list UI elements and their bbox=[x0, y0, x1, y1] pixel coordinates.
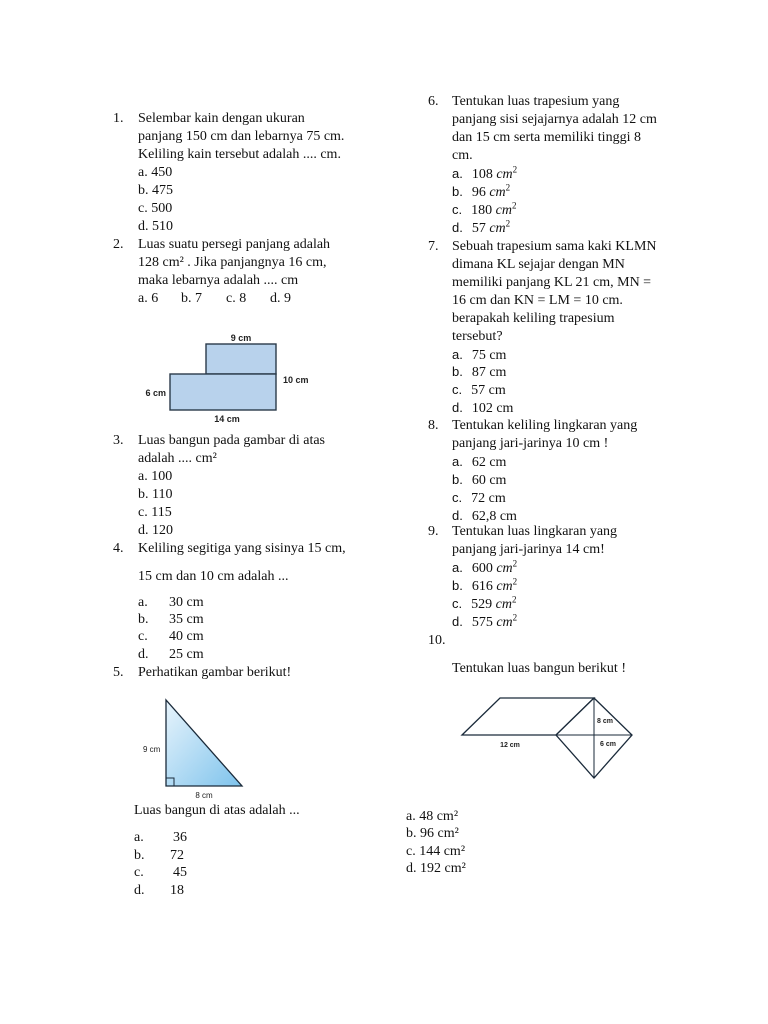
option-letter: d. bbox=[452, 614, 463, 629]
option-d-letter: d. bbox=[134, 883, 145, 898]
question-text: Luas bangun di atas adalah ... bbox=[134, 803, 300, 818]
option-a[interactable]: 36 bbox=[173, 830, 187, 845]
option-letter: a. bbox=[452, 166, 463, 181]
option-a[interactable] bbox=[452, 453, 506, 472]
question-text: tersebut? bbox=[452, 329, 503, 344]
option-b[interactable]: 35 cm bbox=[169, 612, 204, 627]
question-text: cm. bbox=[452, 148, 473, 163]
option-value: 60 cm bbox=[471, 473, 507, 488]
option-unit: cm bbox=[496, 579, 513, 594]
option-value: 600 bbox=[471, 561, 493, 576]
question-text: Selembar kain dengan ukuran bbox=[138, 111, 305, 126]
option-value: 87 cm bbox=[471, 365, 507, 380]
option-a[interactable]: a. 6 bbox=[138, 291, 159, 306]
question-text: Tentukan keliling lingkaran yang bbox=[452, 418, 638, 433]
question-text: Perhatikan gambar berikut! bbox=[138, 665, 292, 680]
option-c[interactable]: c. 115 bbox=[138, 505, 172, 520]
option-b-letter: b. bbox=[134, 848, 145, 863]
question-text: Sebuah trapesium sama kaki KLMN bbox=[452, 239, 657, 254]
question-text: 15 cm dan 10 cm adalah ... bbox=[138, 569, 289, 584]
question-number: 9. bbox=[428, 524, 439, 539]
option-d-letter: d. bbox=[138, 647, 149, 662]
option-value: 57 cm bbox=[471, 383, 506, 398]
option-a-letter: a. bbox=[134, 830, 144, 845]
option-value: 616 bbox=[471, 579, 493, 594]
label-right: 10 cm bbox=[283, 375, 309, 385]
option-b[interactable] bbox=[452, 363, 506, 382]
option-exponent: 2 bbox=[512, 164, 518, 175]
question-text: dan 15 cm serta memiliki tinggi 8 bbox=[452, 130, 641, 145]
option-letter: b. bbox=[452, 472, 463, 487]
option-c[interactable] bbox=[452, 489, 506, 508]
option-letter: b. bbox=[452, 364, 463, 379]
option-value: 62 cm bbox=[471, 455, 507, 470]
option-unit: cm bbox=[489, 185, 506, 200]
option-letter: a. bbox=[452, 347, 463, 362]
option-d[interactable] bbox=[452, 399, 513, 418]
option-unit: cm bbox=[495, 203, 512, 218]
option-unit: cm bbox=[496, 167, 513, 182]
question-text: berapakah keliling trapesium bbox=[452, 311, 615, 326]
question-number: 10. bbox=[428, 633, 446, 648]
option-b[interactable]: b. 96 cm² bbox=[406, 826, 459, 841]
option-value: 575 bbox=[471, 615, 493, 630]
option-value: 529 bbox=[471, 597, 493, 612]
option-a[interactable] bbox=[452, 165, 517, 184]
option-d[interactable] bbox=[452, 219, 510, 238]
label-top: 9 cm bbox=[230, 333, 252, 343]
question-text: 128 cm² . Jika panjangnya 16 cm, bbox=[138, 255, 327, 270]
option-letter: d. bbox=[452, 400, 463, 415]
option-c-letter: c. bbox=[134, 865, 144, 880]
option-letter: d. bbox=[452, 508, 463, 523]
option-c[interactable] bbox=[452, 595, 516, 614]
option-letter: c. bbox=[452, 596, 463, 611]
question-text: dimana KL sejajar dengan MN bbox=[452, 257, 625, 272]
question-number: 2. bbox=[113, 237, 124, 252]
question-text: Tentukan luas lingkaran yang bbox=[452, 524, 618, 539]
option-a[interactable]: 30 cm bbox=[169, 595, 204, 610]
question-text: panjang 150 cm dan lebarnya 75 cm. bbox=[138, 129, 345, 144]
right-triangle-figure bbox=[140, 694, 250, 804]
question-text: Luas suatu persegi panjang adalah bbox=[138, 237, 331, 252]
option-d[interactable]: d. 9 bbox=[270, 291, 291, 306]
question-number: 8. bbox=[428, 418, 439, 433]
label-diagonal-1: 8 cm bbox=[597, 718, 613, 725]
question-number: 5. bbox=[113, 665, 124, 680]
question-number: 4. bbox=[113, 541, 124, 556]
option-letter: b. bbox=[452, 184, 463, 199]
option-b[interactable]: 72 bbox=[170, 848, 184, 863]
question-text: maka lebarnya adalah .... cm bbox=[138, 273, 299, 288]
label-height: 9 cm bbox=[143, 745, 161, 754]
option-value: 75 cm bbox=[471, 348, 507, 363]
option-b[interactable]: b. 7 bbox=[181, 291, 202, 306]
option-d[interactable]: d. 510 bbox=[138, 219, 173, 234]
lower-rectangle bbox=[170, 374, 276, 410]
option-letter: c. bbox=[452, 202, 463, 217]
label-base: 12 cm bbox=[500, 742, 520, 749]
option-b-letter: b. bbox=[138, 612, 149, 627]
question-text: adalah .... cm² bbox=[138, 451, 217, 466]
option-exponent: 2 bbox=[505, 182, 511, 193]
option-c[interactable]: c. 144 cm² bbox=[406, 844, 466, 859]
question-text: Tentukan luas trapesium yang bbox=[452, 94, 620, 109]
option-letter: c. bbox=[452, 490, 463, 505]
option-d[interactable]: d. 120 bbox=[138, 523, 173, 538]
composite-rectangle-figure bbox=[130, 330, 330, 430]
question-number: 6. bbox=[428, 94, 439, 109]
option-letter: d. bbox=[452, 220, 463, 235]
option-a[interactable]: a. 48 cm² bbox=[406, 809, 459, 824]
question-text: Keliling segitiga yang sisinya 15 cm, bbox=[138, 541, 346, 556]
option-exponent: 2 bbox=[512, 612, 518, 623]
upper-rectangle bbox=[206, 344, 276, 374]
option-value: 96 bbox=[471, 185, 486, 200]
question-text: panjang sisi sejajarnya adalah 12 cm bbox=[452, 112, 657, 127]
option-value: 108 bbox=[471, 167, 493, 182]
option-letter: b. bbox=[452, 578, 463, 593]
option-b[interactable]: b. 110 bbox=[138, 487, 173, 502]
question-text: Keliling kain tersebut adalah .... cm. bbox=[138, 147, 341, 162]
option-unit: cm bbox=[495, 597, 512, 612]
option-value: 57 bbox=[471, 221, 486, 236]
label-left: 6 cm bbox=[145, 388, 166, 398]
question-number: 1. bbox=[113, 111, 124, 126]
option-a-letter: a. bbox=[138, 595, 148, 610]
parallelogram-kite-figure bbox=[458, 690, 648, 786]
question-text: Tentukan luas bangun berikut ! bbox=[452, 661, 626, 676]
option-b[interactable]: b. 475 bbox=[138, 183, 173, 198]
option-c[interactable] bbox=[452, 381, 506, 400]
option-c[interactable]: 40 cm bbox=[169, 629, 204, 644]
option-c[interactable]: c. 500 bbox=[138, 201, 173, 216]
label-diagonal-2: 6 cm bbox=[600, 741, 616, 748]
option-b[interactable] bbox=[452, 471, 506, 490]
option-d[interactable]: 25 cm bbox=[169, 647, 204, 662]
option-value: 180 bbox=[471, 203, 493, 218]
option-b[interactable] bbox=[452, 577, 517, 596]
option-c[interactable]: c. 8 bbox=[226, 291, 247, 306]
question-number: 7. bbox=[428, 239, 439, 254]
triangle-shape bbox=[166, 700, 242, 786]
option-letter: c. bbox=[452, 382, 463, 397]
option-unit: cm bbox=[496, 561, 513, 576]
option-b[interactable] bbox=[452, 183, 510, 202]
option-c-letter: c. bbox=[138, 629, 148, 644]
option-a[interactable]: a. 450 bbox=[138, 165, 173, 180]
option-exponent: 2 bbox=[512, 558, 518, 569]
label-base: 8 cm bbox=[195, 791, 213, 800]
option-value: 72 cm bbox=[471, 491, 506, 506]
option-a[interactable] bbox=[452, 559, 517, 578]
option-unit: cm bbox=[489, 221, 506, 236]
option-d[interactable]: 18 bbox=[170, 883, 184, 898]
question-text: Luas bangun pada gambar di atas bbox=[138, 433, 325, 448]
question-number: 3. bbox=[113, 433, 124, 448]
option-unit: cm bbox=[496, 615, 513, 630]
option-exponent: 2 bbox=[512, 576, 518, 587]
option-exponent: 2 bbox=[511, 594, 517, 605]
option-c[interactable] bbox=[452, 201, 516, 220]
option-d[interactable]: d. 192 cm² bbox=[406, 861, 466, 876]
option-exponent: 2 bbox=[505, 218, 511, 229]
option-a[interactable]: a. 100 bbox=[138, 469, 173, 484]
option-value: 102 cm bbox=[471, 401, 514, 416]
option-exponent: 2 bbox=[511, 200, 517, 211]
option-letter: a. bbox=[452, 560, 463, 575]
option-c[interactable]: 45 bbox=[173, 865, 187, 880]
question-text: 16 cm dan KN = LM = 10 cm. bbox=[452, 293, 623, 308]
label-bottom: 14 cm bbox=[214, 414, 240, 424]
option-value: 62,8 cm bbox=[471, 509, 517, 524]
option-letter: a. bbox=[452, 454, 463, 469]
question-text: panjang jari-jarinya 10 cm ! bbox=[452, 436, 609, 451]
question-text: panjang jari-jarinya 14 cm! bbox=[452, 542, 605, 557]
question-text: memiliki panjang KL 21 cm, MN = bbox=[452, 275, 652, 290]
option-d[interactable] bbox=[452, 613, 517, 632]
